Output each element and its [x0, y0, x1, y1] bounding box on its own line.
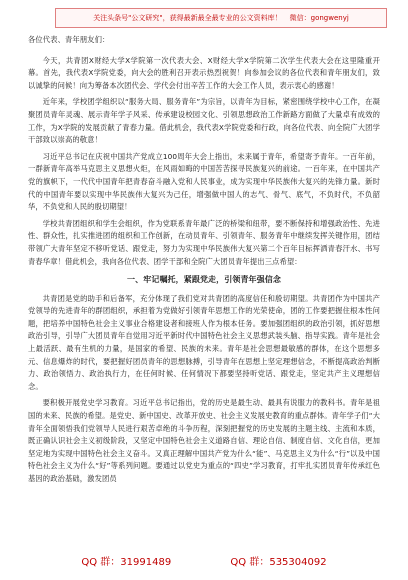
paragraph-2: 近年来，学校团学组织以“服务大局、服务青年”为宗旨，以青年为目标，紧密围绕学校中心工作，在凝聚团员青年灵魂、展示青年学子风采、传承建设校园文化、引领思想政治工作新路方面做了大量卓有成效的工作，为X学院的发展贡献了青春力量。借此机会，我代表X学院党委和行政，向各位代表、向全院广大团学干部致以崇高的敬意！: [28, 97, 380, 145]
paragraph-3: 习近平总书记在庆祝中国共产党成立100周年大会上指出，未来属于青年，希望寄予青年。一百年前，一群新青年高举马克思主义思想火炬，在风雨如晦的中国苦苦探寻民族复兴的前途。一百年来，在中国共产党的旗帜下，一代代中国青年把青春奋斗融入党和人民事业，成为实现中华民族伟大复兴的先锋力量。新时代的中国青年要以实现中华民族伟大复兴为己任，增强做中国人的志气、骨气、底气，不负时代，不负韶华，不负党和人民的殷切期望！: [28, 151, 380, 212]
paragraph-4: 学校共青团组织和学生会组织，作为党联系青年最广泛的桥梁和纽带，要不断保持和增强政治性、先进性、群众性，扎实推进团的组织和工作创新，在动员青年、引领青年、服务青年中继续发挥关键作用，团结带领广大青年坚定不移听党话、跟党走，努力为实现中华民族伟大复兴第二个百年目标挥洒青春汗水、书写青春华章！借此机会，我向各位代表、团学干部和全院广大团员青年提出三点希望：: [28, 218, 380, 266]
paragraph-5: 共青团是党的助手和后备军，充分体现了我们党对共青团的高度信任和殷切期望。共青团作为中国共产党领导的先进青年的群团组织，承担着为党做好引领青年思想工作的光荣使命，团的工作要把握住根本性问题，把培养中国特色社会主义事业合格建设者和接班人作为根本任务。要加强团组织的政治引领，抓好思想政治引导，引导广大团员青年自觉用习近平新时代中国特色社会主义思想武装头脑、指导实践。青年是社会上最活跃、最有生机的力量，是国家的希望、民族的未来。青年是社会思想最敏感的群体，在这个思想多元、信息爆炸的时代，要把握好团员青年的思想脉搏，引导青年在思想上坚定理想信念，不断提高政治判断力、政治领悟力、政治执行力，在任何时候、任何情况下都要坚持听党话、跟党走，坚定共产主义理想信念。: [28, 293, 380, 391]
banner-wechat: 微信：gongwenyj: [289, 14, 349, 22]
paragraph-6: 要积极开展党史学习教育。习近平总书记指出，党的历史是最生动、最具有说服力的教科书。青年是祖国的未来、民族的希望。是党史、新中国史、改革开放史、社会主义发展史教育的重点群体。青年学子们“大青年全面领悟我们党领导人民进行艰苦卓绝的斗争历程，深刻把握党的历史发展的主题主线、主流和本质，既正确认识社会主义初级阶段，又坚定中国特色社会主义道路自信、理论自信、制度自信、文化自信，更加坚定地为实现中国特色社会主义奋斗。又真正理解中国共产党为什么“能”、马克思主义为什么“行”以及中国特色社会主义为什么“好”等系列问题。要通过以党史为重点的“四史”学习教育，打牢扎实团员青年传承红色基因的政治基础，激发团员: [28, 398, 380, 483]
footer-qq-group-2: QQ 群：535304092: [230, 557, 327, 568]
paragraph-1: 今天，共青团X财经大学X学院第一次代表大会、X财经大学X学院第二次学生代表大会在这里隆重开幕。首先，我代表X学院党委，向大会的胜利召开表示热烈祝贺！向参加会议的各位代表和青年朋友们，致以诚挚的问候！向为筹备本次团代会、学代会付出辛苦工作的大会工作人员，表示衷心的感谢！: [28, 55, 380, 90]
document-body: [28, 34, 380, 490]
banner-text: 关注头条号"公文研究"，获得最新最全最专业的公文资料库！: [93, 14, 282, 22]
footer: [0, 551, 408, 575]
section-title: 一、牢记嘱托，紧跟党走，引领青年强信念: [127, 275, 281, 285]
salutation: 各位代表、青年朋友们：: [28, 35, 110, 44]
promo-banner: [55, 8, 387, 28]
footer-qq-group-1: QQ 群：31991489: [81, 557, 172, 568]
